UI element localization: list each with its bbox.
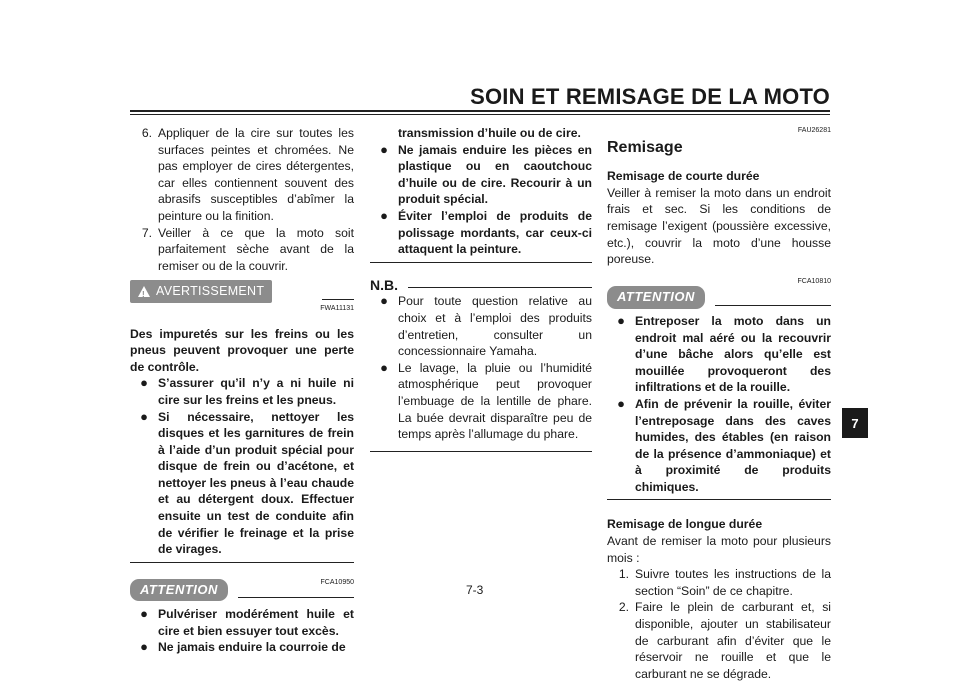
column-3	[607, 125, 831, 682]
page-header-title: SOIN ET REMISAGE DE LA MOTO	[470, 84, 830, 109]
nb-item: ● Pour toute question relative au choix et à l’emploi des produits d’entretien, consulter un concessionnaire Yamaha.	[370, 293, 592, 359]
chapter-tab: 7	[842, 408, 868, 438]
step-text: Veiller à ce que la moto soit parfaitement sèche avant de la remiser ou de la couvrir.	[158, 225, 354, 273]
attention-item: ● Entreposer la moto dans un endroit mal aéré ou la recouvrir d’une bâche alors qu’elle est mouillée provoqueront des infiltrations et de la rouille.	[607, 313, 831, 396]
step-text: Faire le plein de carburant et, si disponible, ajouter un stabilisateur de carburant afin d’éviter que le réservoir ne rouille et que le carburant ne se dégrade.	[635, 600, 831, 681]
step-number: 1.	[618, 567, 629, 582]
long-storage-text: Avant de remiser la moto pour plusieurs mois :	[607, 534, 831, 565]
warning-header-rule	[322, 299, 354, 300]
warning-triangle-icon: !	[138, 286, 150, 297]
nb-label: N.B.	[370, 276, 398, 293]
short-storage-text: Veiller à remiser la moto dans un endroit frais et sec. Si les conditions de remisage l’exigent (poussière excessive, etc.), couvrir la moto d’une housse poreuse.	[607, 185, 831, 267]
bullet-icon: ●	[140, 375, 148, 391]
bullet-icon: ●	[140, 606, 148, 622]
bullet-icon: ●	[380, 141, 388, 157]
step-7	[130, 225, 354, 275]
bullet-icon: ●	[617, 312, 625, 328]
attention-item-continued: transmission d’huile ou de cire.	[398, 126, 581, 140]
attention-item: ● Ne jamais enduire la courroie de	[130, 639, 354, 656]
attention-label: ATTENTION	[130, 579, 228, 602]
warning-item: ● S’assurer qu’il n’y a ni huile ni cire sur les freins et les pneus.	[130, 375, 354, 408]
step-number: 6.	[141, 126, 152, 140]
column-1	[130, 125, 354, 656]
nb-header	[370, 277, 592, 294]
attention-end-rule	[370, 262, 592, 263]
attention-item: ● Pulvériser modérément huile et cire et bien essuyer tout excès.	[130, 606, 354, 639]
bullet-icon: ●	[140, 408, 148, 424]
bullet-icon: ●	[140, 639, 148, 655]
nb-end-rule	[370, 451, 592, 452]
attention-code: FCA10810	[797, 277, 831, 285]
bullet-icon: ●	[380, 359, 388, 375]
warning-label-text: AVERTISSEMENT	[156, 284, 265, 299]
column-2	[370, 125, 592, 452]
step-number: 7.	[141, 225, 152, 240]
long-storage-title: Remisage de longue durée	[607, 517, 763, 532]
short-storage-title: Remisage de courte durée	[607, 169, 760, 184]
long-step-1	[607, 566, 831, 599]
attention-end-rule	[607, 499, 831, 500]
bullet-icon: ●	[380, 207, 388, 223]
attention-code: FCA10950	[320, 579, 354, 587]
attention-item: ● Afin de prévenir la rouille, éviter l’entreposage dans des caves humides, des étables (en raison de la présence d’ammoniaque) et à proximité de produits chimiques.	[607, 396, 831, 496]
long-step-2	[607, 599, 831, 682]
step-6	[130, 125, 354, 225]
attention-header-rule	[238, 597, 354, 598]
nb-header-rule	[408, 287, 592, 288]
warning-end-rule	[130, 562, 354, 563]
warning-code: FWA11131	[320, 304, 354, 312]
attention-item: ● Éviter l’emploi de produits de polissage mordants, car ceux-ci attaquent la peinture.	[370, 208, 592, 258]
attention-label: ATTENTION	[607, 286, 705, 309]
step-number: 2.	[618, 600, 629, 615]
attention-header-rule	[715, 305, 831, 306]
warning-header	[130, 280, 354, 303]
bullet-icon: ●	[380, 293, 388, 309]
section-title: Remisage	[607, 138, 683, 156]
header-rule	[130, 110, 830, 112]
warning-intro: Des impuretés sur les freins ou les pneus peuvent provoquer une perte de contrôle.	[130, 326, 354, 374]
step-text: Appliquer de la cire sur toutes les surfaces peintes et chromées. Ne pas employer de cires détergentes, car elles contiennent souvent des abrasifs susceptibles d’abîmer la peinture ou la finition.	[158, 126, 354, 223]
page-number: 7-3	[466, 583, 484, 597]
warning-label	[130, 280, 272, 303]
attention-item: ● Ne jamais enduire les pièces en plastique ou en caoutchouc d’huile ou de cire. Recourir à un produit spécial.	[370, 142, 592, 208]
header-rule-thin	[130, 114, 830, 115]
warning-item: ● Si nécessaire, nettoyer les disques et les garnitures de frein à l’aide d’un produit spécial pour disque de frein ou d’acétone, et nettoyer les pneus à l’eau chaude et au détergent doux. Effectuer ensuite un test de conduite afin de vérifier le freinage et la prise de virages.	[130, 409, 354, 558]
nb-item: ● Le lavage, la pluie ou l’humidité atmosphérique peut provoquer l’embuage de la lentille de phare. La buée devrait disparaître peu de temps après l’allumage du phare.	[370, 360, 592, 443]
section-code: FAU26281	[797, 127, 831, 134]
bullet-icon: ●	[617, 395, 625, 411]
step-text: Suivre toutes les instructions de la section “Soin” de ce chapitre.	[635, 567, 831, 598]
